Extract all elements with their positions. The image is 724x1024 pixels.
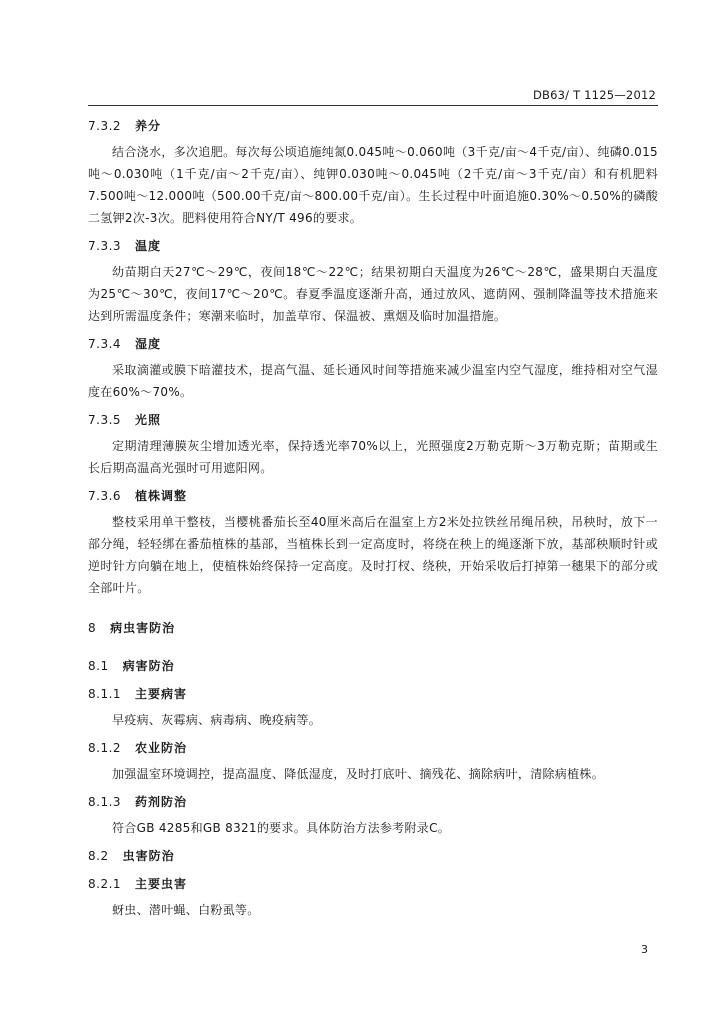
heading-7-3-2 — [88, 117, 658, 135]
heading-title: 病害防治 — [122, 659, 175, 673]
heading-7-3-5 — [88, 411, 658, 429]
heading-number: 8.1.3 — [88, 795, 122, 809]
paragraph-8-1-2: 加强温室环境调控，提高温度、降低湿度，及时打底叶、摘残花、摘除病叶，清除病植株。 — [112, 767, 605, 781]
paragraph-8-1-1: 早疫病、灰霉病、病毒病、晚疫病等。 — [112, 713, 322, 727]
heading-title: 主要病害 — [135, 687, 188, 701]
paragraph-7-3-5: 定期清理薄膜灰尘增加透光率，保持透光率70%以上，光照强度2万勒克斯～3万勒克斯；苗期或生长后期高温高光强时可用遮阳网。 — [88, 439, 658, 475]
heading-title: 病虫害防治 — [110, 621, 176, 635]
heading-number: 8.2 — [88, 849, 109, 863]
heading-title: 植株调整 — [135, 489, 188, 503]
paragraph-8-2-1: 蚜虫、潜叶蝇、白粉虱等。 — [112, 903, 260, 917]
header-rule — [88, 105, 658, 106]
heading-8-1-1 — [88, 685, 658, 703]
heading-number: 8.1.1 — [88, 687, 122, 701]
heading-8-2 — [88, 847, 658, 865]
heading-title: 养分 — [135, 119, 162, 133]
paragraph-7-3-2: 结合浇水，多次追肥。每次每公顷追施纯氮0.045吨～0.060吨（3千克/亩～4千克/亩）、纯磷0.015吨～0.030吨（1千克/亩～2千克/亩）、纯钾0.030吨～0.045吨（2千克/亩～3千克/亩）和有机肥料7.500吨～12.000吨（500.00千克/亩～800.00千克/亩）。生长过程中叶面追施0.30%～0.50%的磷酸二氢钾2次-3次。肥料使用符合NY/T 496的要求。 — [88, 145, 658, 225]
paragraph-7-3-4: 采取滴灌或膜下暗灌技术，提高气温、延长通风时间等措施来减少温室内空气湿度，维持相对空气湿度在60%～70%。 — [88, 363, 658, 399]
heading-number: 8.2.1 — [88, 877, 122, 891]
heading-7-3-4 — [88, 335, 658, 353]
heading-title: 药剂防治 — [135, 795, 188, 809]
heading-number: 7.3.4 — [88, 337, 122, 351]
heading-number: 7.3.2 — [88, 119, 122, 133]
heading-7-3-6 — [88, 487, 658, 505]
document-body — [88, 117, 658, 921]
heading-number: 8 — [88, 621, 97, 635]
heading-title: 温度 — [135, 239, 162, 253]
paragraph-7-3-6: 整枝采用单干整枝，当樱桃番茄长至40厘米高后在温室上方2米处拉铁丝吊绳吊秧，吊秧时，放下一部分绳，轻轻绑在番茄植株的基部，当植株长到一定高度时，将绕在秧上的绳逐渐下放，基部秧顺时针或逆时针方向躺在地上，使植株始终保持一定高度。及时打杈、绕秧，开始采收后打掉第一穗果下的部分或全部叶片。 — [88, 515, 658, 595]
heading-title: 主要虫害 — [135, 877, 188, 891]
heading-8-1-2 — [88, 739, 658, 757]
heading-title: 湿度 — [135, 337, 162, 351]
heading-title: 光照 — [135, 413, 162, 427]
heading-number: 8.1 — [88, 659, 109, 673]
heading-title: 虫害防治 — [122, 849, 175, 863]
heading-title: 农业防治 — [135, 741, 188, 755]
heading-8 — [88, 619, 658, 637]
heading-8-1-3 — [88, 793, 658, 811]
paragraph-8-1-3: 符合GB 4285和GB 8321的要求。具体防治方法参考附录C。 — [112, 821, 451, 835]
heading-8-1 — [88, 657, 658, 675]
paragraph-7-3-3: 幼苗期白天27℃～29℃，夜间18℃～22℃；结果初期白天温度为26℃～28℃，盛果期白天温度为25℃～30℃，夜间17℃～20℃。春夏季温度逐渐升高，通过放风、遮荫网、强制降温等技术措施来达到所需温度条件；寒潮来临时，加盖草帘、保温被、熏烟及临时加温措施。 — [88, 265, 658, 323]
heading-8-2-1 — [88, 875, 658, 893]
heading-number: 7.3.3 — [88, 239, 122, 253]
heading-number: 7.3.5 — [88, 413, 122, 427]
heading-number: 8.1.2 — [88, 741, 122, 755]
document-code: DB63/ T 1125—2012 — [532, 88, 656, 102]
heading-number: 7.3.6 — [88, 489, 122, 503]
heading-7-3-3 — [88, 237, 658, 255]
page-number: 3 — [641, 943, 648, 956]
